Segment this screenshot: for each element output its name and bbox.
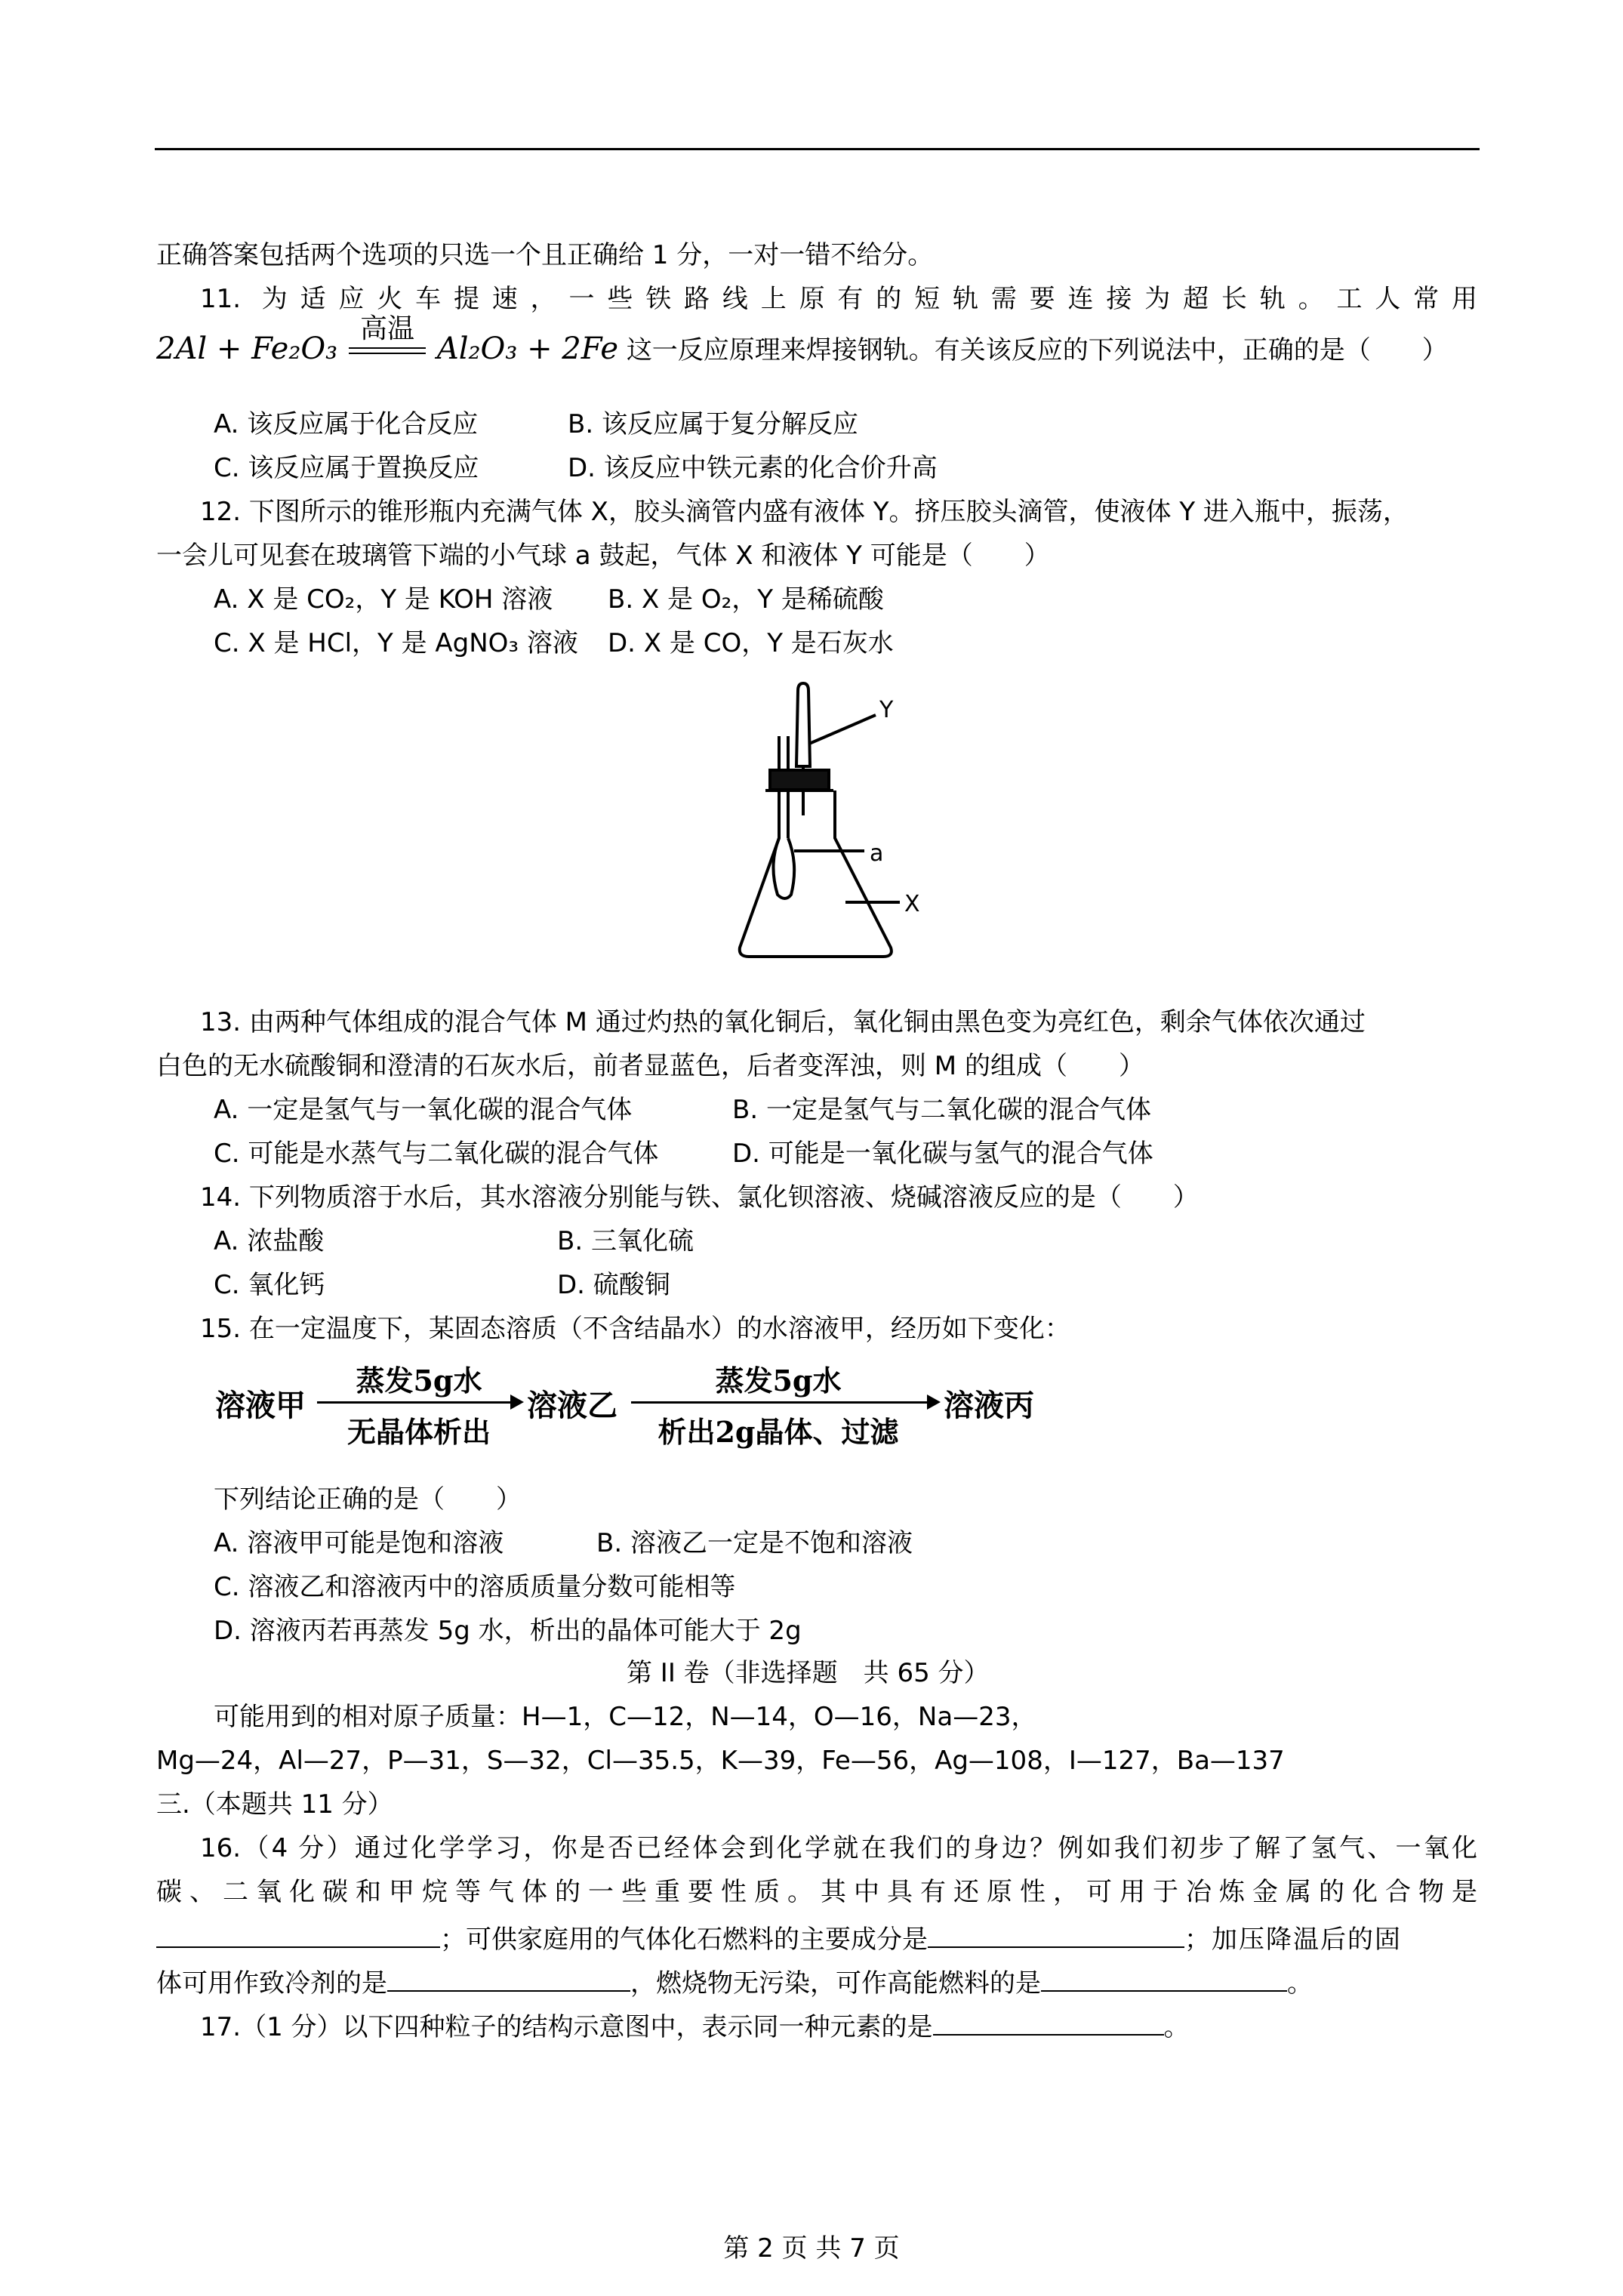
q11-equals-sign	[349, 347, 426, 354]
q16-blank-1[interactable]	[156, 1919, 440, 1948]
q17-line	[200, 2007, 1190, 2044]
q16-text-4b: ，燃烧物无污染，可作高能燃料的是	[630, 1968, 1041, 1999]
atomic-masses-line2: Mg—24，Al—27，P—31，S—32，Cl—35.5，K—39，Fe—56，Ag—108，I—127，Ba—137	[156, 1746, 1285, 1776]
q16-line1: 16.（4 分）通过化学学习，你是否已经体会到化学就在我们的身边？例如我们初步了解了氢气、一氧化	[200, 1833, 1477, 1863]
q11-equation-lhs: 2Al + Fe₂O₃	[156, 331, 338, 366]
q13-option-a: A. 一定是氢气与一氧化碳的混合气体	[214, 1095, 633, 1125]
part2-heading: 第 II 卷（非选择题 共 65 分）	[627, 1658, 990, 1688]
step2-arrow-head	[927, 1395, 941, 1410]
solution-jia: 溶液甲	[215, 1388, 306, 1423]
q16-line2: 碳、二氧化碳和甲烷等气体的一些重要性质。其中具有还原性，可用于冶炼金属的化合物是	[156, 1877, 1477, 1907]
line-scoring-note: 正确答案包括两个选项的只选一个且正确给 1 分，一对一错不给分。	[156, 240, 934, 270]
q11-stem-line1: 11. 为适应火车提速，一些铁路线上原有的短轨需要连接为超长轨。工人常用	[200, 284, 1477, 314]
dropper-bulb	[796, 683, 810, 766]
q14-stem: 14. 下列物质溶于水后，其水溶液分别能与铁、氯化钡溶液、烧碱溶液反应的是（ ）	[200, 1182, 1199, 1213]
q16-text-3b: ；加压降温后的固	[1184, 1925, 1402, 1955]
label-x: X	[904, 891, 920, 917]
q13-option-c: C. 可能是水蒸气与二氧化碳的混合气体	[214, 1139, 659, 1169]
step1-arrow-head	[510, 1395, 524, 1410]
solution-yi: 溶液乙	[527, 1388, 617, 1423]
q11-condition-text: 高温	[359, 313, 414, 344]
q15-prompt: 下列结论正确的是（ ）	[214, 1484, 522, 1515]
q15-option-d: D. 溶液丙若再蒸发 5g 水，析出的晶体可能大于 2g	[214, 1616, 802, 1646]
step2-arrow-line	[631, 1401, 930, 1404]
atomic-masses-line1: 可能用到的相对原子质量：H—1，C—12，N—14，O—16，Na—23，	[214, 1702, 1037, 1732]
q11-stem-text: 这一反应原理来焊接钢轨。有关该反应的下列说法中，正确的是（ ）	[626, 335, 1448, 365]
step1-bottom-label: 无晶体析出	[346, 1415, 491, 1449]
q16-line4	[156, 1963, 1313, 2000]
q11-option-c: C. 该反应属于置换反应	[214, 453, 479, 483]
flask-body	[740, 791, 892, 957]
q11-option-b: B. 该反应属于复分解反应	[568, 409, 858, 439]
step2-bottom-label: 析出2g晶体、过滤	[658, 1415, 899, 1449]
q16-blank-3[interactable]	[387, 1963, 630, 1992]
step1-top-label: 蒸发5g水	[356, 1364, 482, 1398]
flask-diagram	[710, 676, 966, 978]
step1-arrow-line	[317, 1401, 513, 1404]
q16-line3	[156, 1919, 1402, 1956]
q12-stem-line1: 12. 下图所示的锥形瓶内充满气体 X，胶头滴管内盛有液体 Y。挤压胶头滴管，使液体 Y 进入瓶中，振荡，	[200, 497, 1409, 527]
label-a: a	[870, 840, 884, 867]
q15-option-a: A. 溶液甲可能是饱和溶液	[214, 1528, 504, 1558]
q13-option-d: D. 可能是一氧化碳与氢气的混合气体	[732, 1139, 1153, 1169]
q13-stem-line1: 13. 由两种气体组成的混合气体 M 通过灼热的氧化铜后，氧化铜由黑色变为亮红色，剩余气体依次通过	[200, 1007, 1366, 1037]
q16-blank-4[interactable]	[1041, 1963, 1287, 1992]
rubber-stopper	[770, 770, 829, 790]
q17-text: 17.（1 分）以下四种粒子的结构示意图中，表示同一种元素的是	[200, 2012, 933, 2042]
q14-option-b: B. 三氧化硫	[557, 1226, 694, 1256]
q11-option-a: A. 该反应属于化合反应	[214, 409, 479, 439]
q16-text-4c: 。	[1287, 1968, 1313, 1999]
q14-option-d: D. 硫酸铜	[557, 1270, 670, 1300]
q16-text-3a: ；可供家庭用的气体化石燃料的主要成分是	[440, 1925, 928, 1955]
header-rule	[155, 148, 1480, 150]
label-y: Y	[879, 697, 894, 723]
q14-option-a: A. 浓盐酸	[214, 1226, 325, 1256]
q16-blank-2[interactable]	[928, 1919, 1184, 1948]
balloon-a	[773, 838, 794, 898]
q17-blank[interactable]	[933, 2007, 1164, 2036]
q13-stem-line2: 白色的无水硫酸铜和澄清的石灰水后，前者显蓝色，后者变浑浊，则 M 的组成（ ）	[156, 1051, 1144, 1081]
q14-option-c: C. 氧化钙	[214, 1270, 325, 1300]
page-footer: 第 2 页 共 7 页	[723, 2233, 900, 2264]
q12-option-c: C. X 是 HCl，Y 是 AgNO₃ 溶液	[214, 628, 578, 658]
q12-stem-line2: 一会儿可见套在玻璃管下端的小气球 a 鼓起，气体 X 和液体 Y 可能是（ ）	[156, 541, 1050, 571]
q16-text-4a: 体可用作致冷剂的是	[156, 1968, 387, 1999]
q11-stem-line2	[156, 313, 1448, 367]
q12-option-d: D. X 是 CO，Y 是石灰水	[608, 628, 894, 658]
q12-option-b: B. X 是 O₂，Y 是稀硫酸	[608, 584, 884, 615]
q11-equation-rhs: Al₂O₃ + 2Fe	[436, 331, 618, 366]
q11-equation-condition	[346, 313, 429, 367]
q15-option-c: C. 溶液乙和溶液丙中的溶质质量分数可能相等	[214, 1572, 736, 1602]
solution-bing: 溶液丙	[944, 1388, 1034, 1423]
q11-option-d: D. 该反应中铁元素的化合价升高	[568, 453, 938, 483]
q12-option-a: A. X 是 CO₂，Y 是 KOH 溶液	[214, 584, 553, 615]
q13-option-b: B. 一定是氢气与二氧化碳的混合气体	[732, 1095, 1151, 1125]
step2-top-label: 蒸发5g水	[715, 1364, 842, 1398]
q15-option-b: B. 溶液乙一定是不饱和溶液	[596, 1528, 913, 1558]
q17-period: 。	[1163, 2012, 1190, 2042]
q15-stem: 15. 在一定温度下，某固态溶质（不含结晶水）的水溶液甲，经历如下变化：	[200, 1314, 1070, 1344]
section3-heading: 三.（本题共 11 分）	[156, 1789, 393, 1820]
